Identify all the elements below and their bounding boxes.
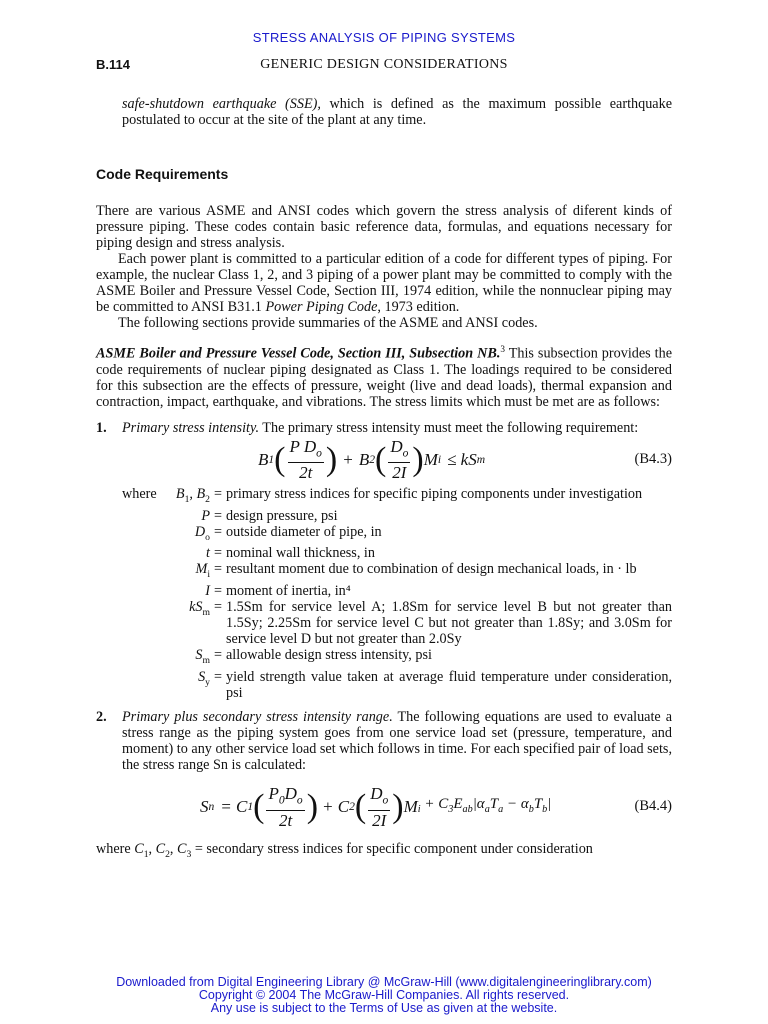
definition-row — [122, 669, 672, 701]
definition-equals: = — [213, 647, 222, 664]
definition-row — [122, 508, 672, 524]
item-1-text: The primary stress intensity must meet the following requirement: — [259, 419, 639, 436]
item-2 — [96, 709, 672, 773]
eq1-fraction-2 — [388, 437, 410, 482]
eq1-m: M — [423, 449, 438, 469]
eq1-den1: 2t — [299, 463, 313, 483]
eq1-num2: D — [390, 437, 403, 457]
subsection-ref: 3 — [500, 344, 505, 354]
eq1-paren-open: ( — [274, 440, 286, 478]
definition-row — [122, 583, 672, 599]
eq2-num1-b-sub: o — [296, 793, 303, 807]
eq2-den2: 2I — [372, 810, 387, 830]
definition-symbol: $S_y$ — [198, 669, 210, 688]
eq2-c2: + C — [322, 797, 350, 817]
eq2-fraction-1 — [266, 784, 304, 829]
subsection-title: ASME Boiler and Pressure Vessel Code, Section III, Subsection NB. — [96, 345, 501, 362]
eq2-num1-sub: 0 — [278, 793, 285, 807]
definition-text: design pressure, psi — [226, 507, 338, 524]
definition-symbol: $kS_m$ — [189, 599, 210, 619]
last-line: where $C_1$, $C_2$, $C_3$ = secondary stress indices for specific component under consideration — [96, 841, 593, 860]
eq1-plus: + — [343, 449, 353, 469]
eq2-num2: D — [370, 784, 383, 804]
definition-text: moment of inertia, in⁴ — [226, 583, 351, 600]
subsection-text: This subsection provides the code requirements of nuclear piping designated as Class 1. The loadings required to be considered for this subsection are the effects of pressure, weight (live and dead loads), thermal expansion and contraction, impact, earthquake, and vibrations. The stress limits which must be met are as follows: — [96, 345, 672, 410]
eq1-relation-sub: m — [476, 452, 486, 466]
eq2-c1: = C — [220, 797, 248, 817]
eq2-lhs-sub: n — [208, 800, 215, 814]
footer-download-link[interactable]: Downloaded from Digital Engineering Library @ McGraw-Hill (www.digitalengineeringlibrary.com) — [116, 975, 652, 989]
footer-copyright: Copyright © 2004 The McGraw-Hill Companies. All rights reserved. — [198, 988, 570, 1002]
definition-row — [122, 599, 672, 647]
eq2-c1-sub: 1 — [247, 800, 254, 814]
eq1-b2-sub: 2 — [369, 452, 375, 466]
eq2-lhs: S — [200, 797, 209, 817]
item-1-title: Primary stress intensity. — [122, 419, 260, 436]
definition-text: resultant moment due to combination of design mechanical loads, in · lb — [226, 561, 637, 578]
page-footer — [0, 976, 768, 1015]
definitions-rows — [122, 486, 672, 701]
eq1-m-sub: i — [437, 452, 442, 466]
eq1-den2: 2I — [392, 463, 407, 483]
eq1-paren-open-2: ( — [374, 440, 387, 478]
definition-equals: = — [213, 669, 222, 686]
definition-equals: = — [213, 545, 222, 562]
footer-terms: Any use is subject to the Terms of Use as given at the website. — [210, 1001, 558, 1015]
definition-text: primary stress indices for specific piping components under investigation — [226, 485, 643, 502]
definition-symbol: $M_i$ — [195, 561, 210, 581]
paragraph-1: There are various ASME and ANSI codes which govern the stress analysis of diferent kinds of pressure piping. These codes contain basic reference data, formulas, and equations necessary for piping design and stress analysis. — [96, 203, 672, 251]
definition-equals: = — [213, 523, 222, 540]
eq2-c2-sub: 2 — [349, 800, 355, 814]
definition-equals: = — [213, 583, 222, 600]
eq2-den1: 2t — [278, 810, 293, 830]
eq2-paren-open: ( — [253, 788, 265, 826]
definition-row — [122, 561, 672, 583]
eq2-paren-close-2: ) — [392, 788, 404, 826]
intro-rest: which is defined as the maximum possible earthquake postulated to occur at the site of the plant at any time. — [122, 96, 672, 128]
eq2-num1-b: D — [284, 784, 297, 804]
paragraph-2-italic: Power Piping Code — [265, 299, 378, 315]
definition-equals: = — [213, 599, 222, 616]
paragraph-2 — [96, 251, 672, 315]
definition-symbol: I — [205, 583, 210, 600]
item-2-number: 2. — [96, 709, 107, 726]
eq2-paren-open-2: ( — [354, 788, 367, 826]
book-title: STRESS ANALYSIS OF PIPING SYSTEMS — [252, 30, 516, 45]
chapter-title: GENERIC DESIGN CONSIDERATIONS — [260, 57, 508, 72]
page-content — [96, 96, 672, 863]
definition-equals: = — [213, 485, 222, 502]
eq2-fraction-2 — [368, 784, 390, 829]
definition-row — [122, 486, 672, 508]
intro-italic: safe-shutdown earthquake (SSE), — [122, 96, 321, 112]
definition-equals: = — [213, 561, 222, 578]
section-heading: Code Requirements — [96, 166, 229, 182]
equation-b4-4 — [96, 785, 672, 829]
eq2-tail: $_i + C_3E_{ab}|\alpha_aT_a - \alpha_bT_b|$ — [417, 796, 552, 816]
equation-b4-3 — [96, 438, 672, 482]
eq2-paren-close: ) — [306, 788, 319, 826]
eq1-b1: B — [258, 449, 269, 469]
definition-symbol: $D_o$ — [194, 523, 210, 543]
item-1-number: 1. — [96, 419, 107, 436]
definition-symbol: P — [201, 507, 210, 524]
eq1-b2: B — [358, 449, 370, 469]
paragraph-2-text: Each power plant is committed to a particular edition of a code for different types of piping. For example, the nuclear Class 1, 2, and 3 piping of a power plant may be committed to comply with the ASME Boiler and Pressure Vessel Code, Section III, 1974 edition, while the nonnuclear piping may be committed to ANSI B31.1 — [96, 251, 672, 315]
definition-text: allowable design stress intensity, psi — [226, 647, 432, 664]
definition-text: nominal wall thickness, in — [226, 545, 375, 562]
definitions-where: where — [122, 485, 157, 502]
definition-symbol: $B_1$, $B_2$ — [175, 485, 210, 505]
item-1 — [96, 420, 672, 436]
eq1-relation: ≤ kS — [447, 449, 477, 469]
eq2-num1: P — [268, 784, 279, 804]
subsection-paragraph — [96, 341, 672, 410]
definition-row — [122, 545, 672, 561]
definition-row — [122, 647, 672, 669]
definition-row — [122, 524, 672, 546]
eq1-num1: P D — [289, 437, 317, 457]
equation-tag-b4-4: (B4.4) — [634, 798, 672, 815]
paragraph-2-end: , 1973 edition. — [377, 299, 460, 315]
eq1-b1-sub: 1 — [268, 452, 275, 466]
page-number: B.114 — [96, 57, 130, 72]
definition-text: yield strength value taken at average fluid temperature under consideration, psi — [226, 669, 672, 702]
definition-text: 1.5Sm for service level A; 1.8Sm for service level B but not greater than 1.5Sy; 2.25Sm for service level C but not greater than 1.8Sy; and 3.0Sm for service level D but not greater than 2.0Sy — [226, 599, 672, 648]
eq1-paren-close-2: ) — [412, 440, 424, 478]
eq1-num2-sub: o — [402, 446, 409, 460]
definition-equals: = — [213, 507, 222, 524]
eq1-fraction-1 — [288, 437, 324, 482]
paragraph-3: The following sections provide summaries of the ASME and ANSI codes. — [118, 315, 538, 331]
eq1-num1-sub: o — [316, 446, 322, 460]
definition-symbol: t — [206, 545, 210, 562]
item-2-title: Primary plus secondary stress intensity range. — [122, 709, 393, 726]
equation-tag-b4-3: (B4.3) — [634, 450, 672, 467]
definitions-list — [122, 486, 672, 701]
eq1-paren-close: ) — [325, 440, 338, 478]
eq2-num2-sub: o — [382, 793, 389, 807]
eq2-m: M — [403, 797, 418, 817]
definition-symbol: $S_m$ — [195, 647, 210, 667]
item-2-text: The following equations are used to evaluate a stress range as the piping system goes from one service load set (pressure, temperature, and moment) to any other service load set which follows in time. For each specified pair of load sets, the stress range Sn is calculated: — [122, 709, 672, 774]
intro-paragraph — [96, 96, 672, 128]
definition-text: outside diameter of pipe, in — [226, 523, 382, 540]
